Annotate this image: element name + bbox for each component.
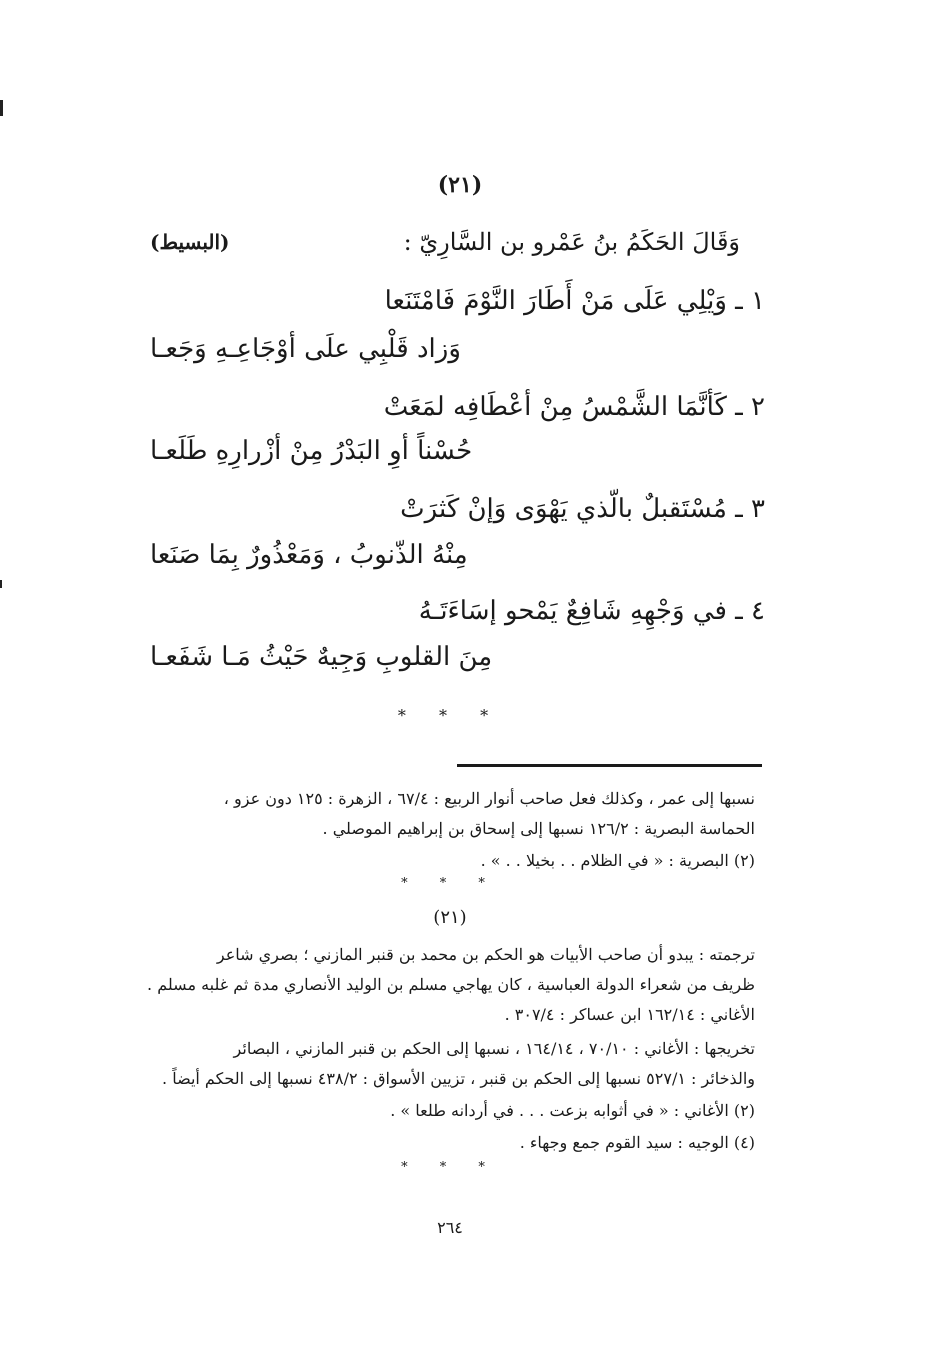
page-number: ٢٦٤ (437, 1218, 463, 1237)
footnote-line: (٤) الوجيه : سيد القوم جمع وجهاء . (519, 1133, 755, 1152)
verse-second-text: مِنْهُ الذّنوبُ ، وَمَعْذُورٌ بِمَا صَنَعا (150, 540, 468, 570)
footnote-line: نسبها إلى عمر ، وكذلك فعل صاحب أنوار الربيع : ٦٧/٤ ، الزهرة : ١٢٥ دون عزو ، (223, 789, 755, 808)
footnote-line: والذخائر : ٥٢٧/١ نسبها إلى الحكم بن قنبر ، تزيين الأسواق : ٤٣٨/٢ نسبها إلى الحكم أيضاً . (162, 1069, 755, 1088)
verse-first-hemistich: ١ ـ وَيْلِي عَلَى مَنْ أَطَارَ النَّوْمَ فَامْتَنَعا (384, 286, 765, 316)
footnote-line: (٢) البصرية : « في الظلام . . بخيلا . . » . (480, 851, 755, 870)
verse-second-text: مِنَ القلوبِ وَجِيهٌ حَيْثُ مَـا شَفَعـا (150, 642, 493, 672)
verse-second-hemistich (150, 642, 750, 672)
poem-number: (٢١) (437, 172, 483, 198)
footnote-line: تخريجها : الأغاني : ٧٠/١٠ ، ١٦٤/١٤ ، نسبها إلى الحكم بن قنبر المازني ، البصائر (233, 1039, 755, 1058)
verse-second-hemistich (150, 436, 750, 466)
verse-second-hemistich (150, 334, 750, 364)
footnote-poem-number: (٢١) (433, 907, 467, 928)
verse-first-hemistich: ٣ ـ مُسْتَقبلٌ بالّذي يَهْوَى وَإنْ كَثرَتْ (400, 494, 765, 524)
verse-second-hemistich (150, 540, 750, 570)
margin-mark (0, 580, 2, 588)
footnote-line: (٢) الأغاني : « في أثوابه بزعت . . . في أردانه طلعا » . (390, 1101, 755, 1120)
verse-second-text: حُسْناً أوِ البَدْرُ مِنْ أزْرارِهِ طَلَعـا (150, 436, 473, 466)
poem-intro: وَقَالَ الحَكَمُ بنُ عَمْرو بن السَّارِيّ : (403, 228, 740, 256)
footnote-line: ظريف من شعراء الدولة العباسية ، كان يهاجي مسلم بن الوليد الأنصاري مدة ثم غلبه مسلم . (147, 975, 755, 994)
verse-second-text: وَزاد قَلْبِي علَى أوْجَاعِـهِ وَجَعـا (150, 334, 461, 364)
footnote-line: ترجمته : يبدو أن صاحب الأبيات هو الحكم بن محمد بن قنبر المازني ؛ بصري شاعر (216, 945, 755, 964)
footnote-line: الحماسة البصرية : ١٢٦/٢ نسبها إلى إسحاق بن إبراهيم الموصلي . (322, 819, 755, 838)
footnote-line: الأغاني : ١٦٢/١٤ ابن عساكر : ٣٠٧/٤ . (504, 1005, 755, 1024)
footnote-stars: * * * (401, 876, 499, 891)
margin-mark (0, 100, 3, 116)
poem-meter: (البسيط) (150, 230, 230, 254)
section-stars: * * * (397, 706, 503, 725)
footnote-stars: * * * (401, 1160, 499, 1175)
footnote-rule (457, 764, 762, 767)
verse-first-hemistich: ٤ ـ في وَجْهِهِ شَافِعٌ يَمْحو إسَاءَتَـهُ (418, 596, 765, 626)
verse-first-hemistich: ٢ ـ كَأنَّمَا الشَّمْسُ مِنْ أعْطَافِه لمَعَتْ (383, 392, 765, 422)
